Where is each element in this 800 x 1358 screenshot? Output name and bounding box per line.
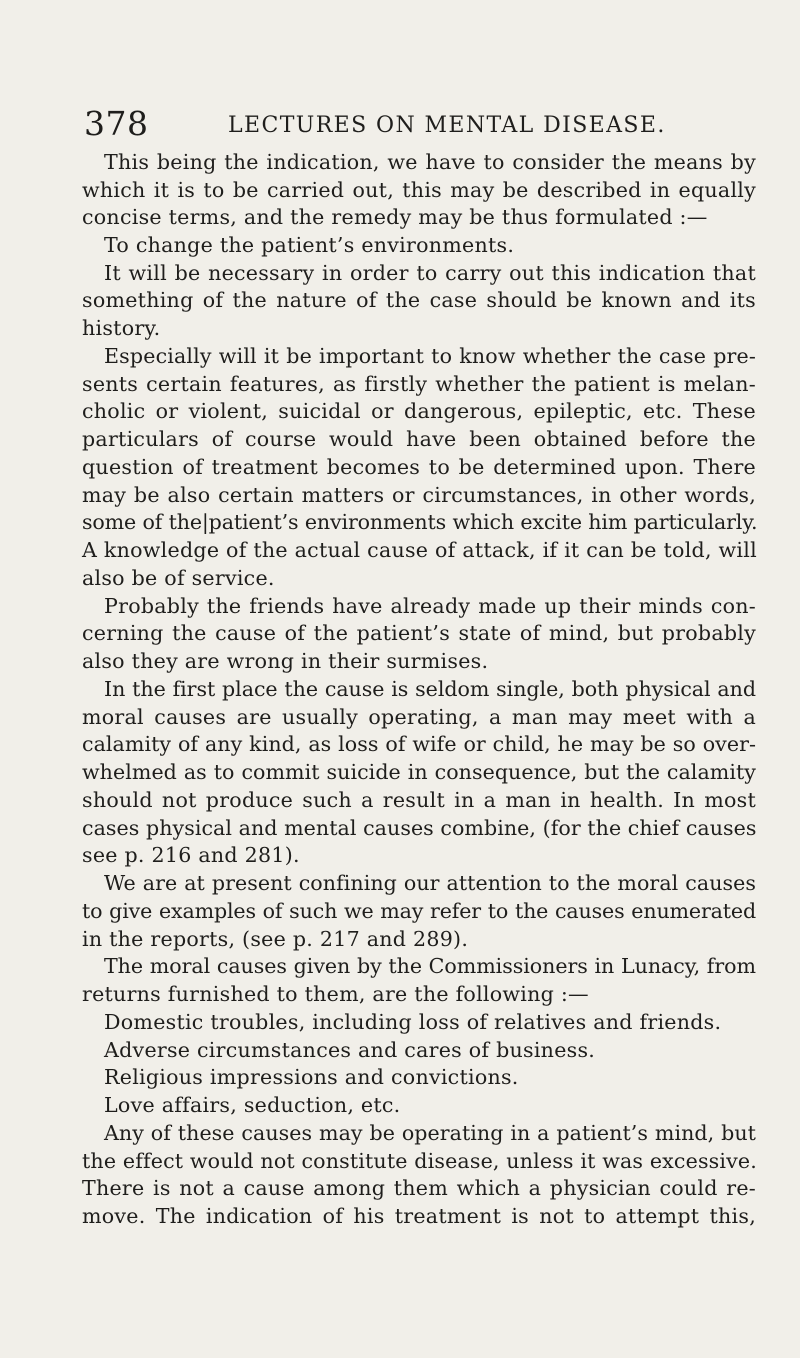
running-head: LECTURES ON MENTAL DISEASE.: [228, 113, 666, 138]
text-line: Especially will it be important to know whether the case pre-: [104, 344, 756, 368]
page-number: 378: [84, 104, 149, 143]
text-line: also be of service.: [82, 566, 275, 590]
text-line: which it is to be carried out, this may be described in equally: [82, 178, 756, 202]
text-line: may be also certain matters or circumstances, in other words,: [82, 483, 756, 507]
text-line: calamity of any kind, as loss of wife or child, he may be so over-: [82, 732, 756, 756]
text-line: Probably the friends have already made up their minds con-: [104, 594, 756, 618]
text-line: It will be necessary in order to carry out this indication that: [104, 261, 756, 285]
text-line: Religious impressions and convictions.: [104, 1065, 519, 1089]
text-line: To change the patient’s environments.: [104, 233, 515, 257]
text-line: cerning the cause of the patient’s state of mind, but probably: [82, 621, 756, 645]
text-line: cases physical and mental causes combine, (for the chief causes: [82, 816, 757, 840]
text-line: some of the|patient’s environments which excite him particularly.: [82, 510, 758, 534]
text-line: should not produce such a result in a man in health. In most: [82, 788, 756, 812]
text-line: the effect would not constitute disease, unless it was excessive.: [82, 1149, 757, 1173]
text-line: sents certain features, as firstly whether the patient is melan-: [82, 372, 756, 396]
text-line: Domestic troubles, including loss of relatives and friends.: [104, 1010, 722, 1034]
text-line: The moral causes given by the Commissioners in Lunacy, from: [104, 954, 756, 978]
text-line: particulars of course would have been obtained before the: [82, 427, 756, 451]
text-line: history.: [82, 316, 161, 340]
text-line: move. The indication of his treatment is not to attempt this,: [82, 1204, 756, 1228]
text-line: There is not a cause among them which a physician could re-: [82, 1176, 756, 1200]
text-line: question of treatment becomes to be determined upon. There: [82, 455, 756, 479]
text-line: moral causes are usually operating, a man may meet with a: [82, 705, 756, 729]
page-header: [82, 100, 762, 150]
text-line: In the first place the cause is seldom single, both physical and: [104, 677, 756, 701]
text-line: something of the nature of the case should be known and its: [82, 288, 756, 312]
text-line: also they are wrong in their surmises.: [82, 649, 489, 673]
text-line: returns furnished to them, are the following :—: [82, 982, 589, 1006]
text-line: Adverse circumstances and cares of business.: [104, 1038, 596, 1062]
text-line: This being the indication, we have to consider the means by: [104, 150, 756, 174]
text-line: concise terms, and the remedy may be thus formulated :—: [82, 205, 708, 229]
text-line: in the reports, (see p. 217 and 289).: [82, 927, 469, 951]
text-line: A knowledge of the actual cause of attack, if it can be told, will: [82, 538, 757, 562]
text-line: to give examples of such we may refer to the causes enumerated: [82, 899, 756, 923]
text-line: Love affairs, seduction, etc.: [104, 1093, 401, 1117]
text-line: We are at present confining our attention to the moral causes: [104, 871, 756, 895]
text-line: cholic or violent, suicidal or dangerous, epileptic, etc. These: [82, 399, 756, 423]
text-line: Any of these causes may be operating in a patient’s mind, but: [104, 1121, 756, 1145]
text-line: whelmed as to commit suicide in consequence, but the calamity: [82, 760, 756, 784]
text-line: see p. 216 and 281).: [82, 843, 300, 867]
